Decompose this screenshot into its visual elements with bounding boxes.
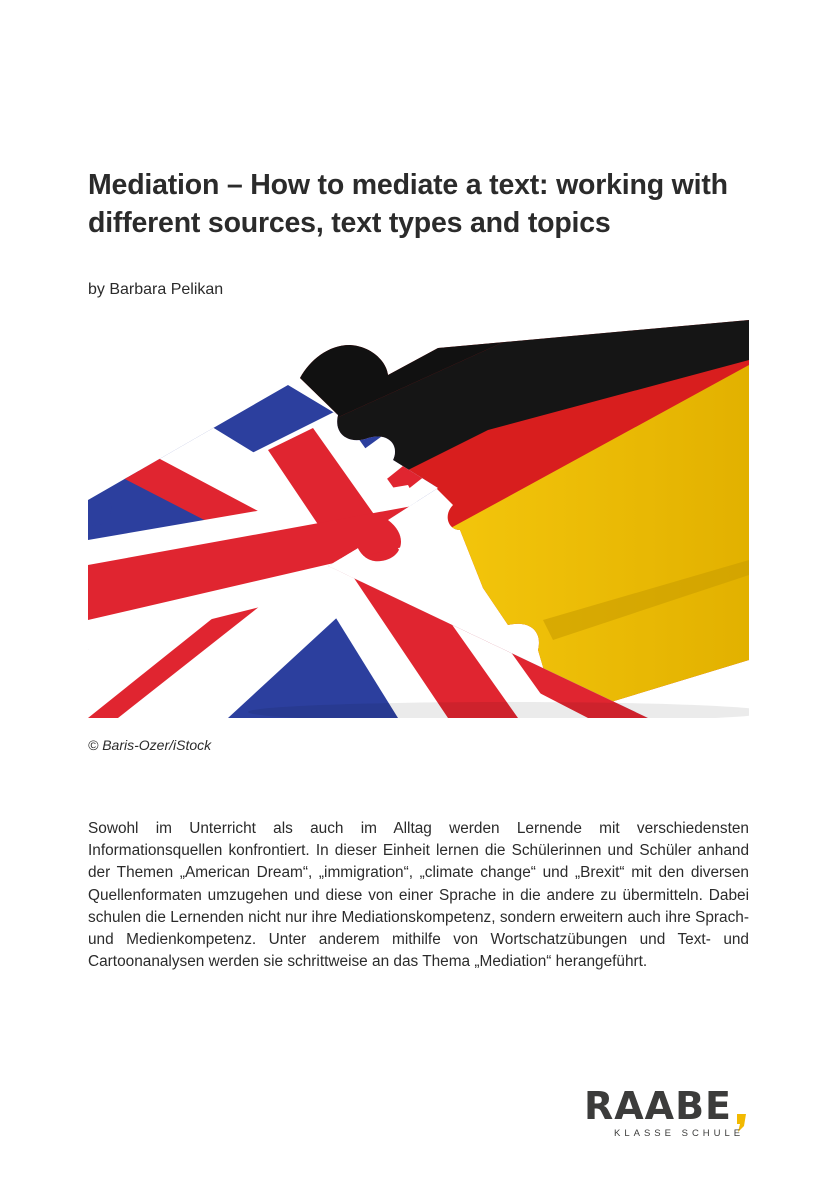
- author-byline: by Barbara Pelikan: [88, 281, 224, 298]
- logo-comma-icon: [734, 1092, 748, 1132]
- page-title: Mediation – How to mediate a text: working with different sources, text types and topics: [88, 169, 728, 239]
- logo-wordmark: RAABE: [584, 1084, 733, 1128]
- image-credit: © Baris-Ozer/iStock: [88, 737, 212, 753]
- intro-paragraph: Sowohl im Unterricht als auch im Alltag werden Lernende mit verschiedensten Informationsquellen konfrontiert. In dieser Einheit lernen die Schülerinnen und Schüler anhand der Themen „American Dream“, „immigration“, „climate change“ und „Brexit“ mit den diversen Quellenformaten umzugehen und diese von einer Sprache in die andere zu übermitteln. Dabei schulen die Lernenden nicht nur ihre Mediationskompetenz, sondern erweitern auch ihre Sprach- und Medienkompetenz. Unter anderem mithilfe von Wortschatzübungen und Text- und Cartoonanalysen werden sie schrittweise an das Thema „Mediation“ herangeführt.: [88, 820, 749, 971]
- cover-image: [88, 320, 749, 718]
- raabe-logo: [584, 1086, 754, 1146]
- logo-tagline: KLASSE SCHULE: [614, 1128, 745, 1139]
